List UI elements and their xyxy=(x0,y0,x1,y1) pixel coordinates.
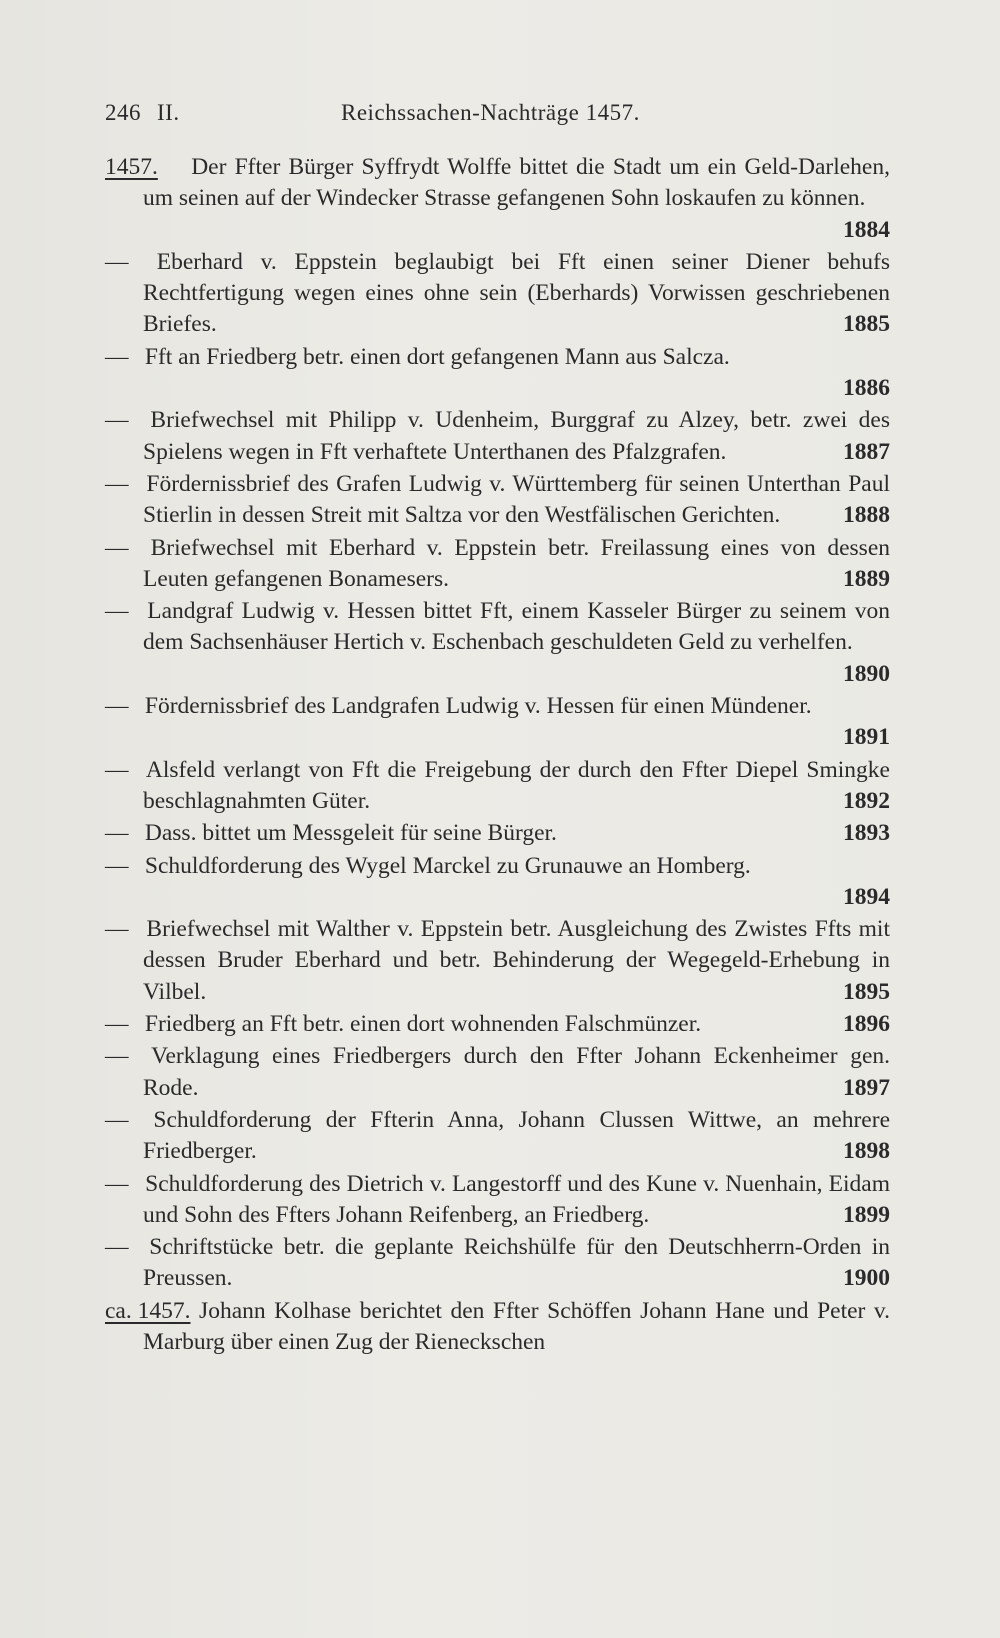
entry-dash: — xyxy=(105,1106,129,1133)
entry-dash: — xyxy=(105,1011,129,1038)
entry-dash: — xyxy=(105,1170,129,1197)
register-entry xyxy=(105,1296,890,1359)
register-entry xyxy=(105,818,890,849)
entry-number: 1896 xyxy=(843,1011,890,1038)
entry-text: Schuldforderung des Wygel Marckel zu Grunauwe an Homberg. xyxy=(144,852,751,879)
entry-number: 1892 xyxy=(843,787,890,814)
entry-text: Verklagung eines Friedbergers durch den Ffter Johann Eckenheimer gen. Rode. xyxy=(143,1043,890,1101)
entry-dash: — xyxy=(105,756,129,783)
entry-number: 1890 xyxy=(843,660,890,687)
entry-text: Briefwechsel mit Walther v. Eppstein betr. Ausgleichung des Zwistes Ffts mit dessen Bruder Eberhard und betr. Behinderung der Wegegeld-Erhebung in Vilbel. xyxy=(143,916,890,1005)
entries-list xyxy=(105,152,890,1359)
entry-year: ca. 1457. xyxy=(105,1297,191,1324)
entry-text: Der Ffter Bürger Syffrydt Wolffe bittet die Stadt um ein Geld-Darlehen, um seinen auf der Windecker Strasse gefangenen Sohn loskaufen zu können. xyxy=(143,154,890,212)
entry-dash: — xyxy=(105,407,129,434)
page-number: 246 xyxy=(105,100,141,125)
entry-year: 1457. xyxy=(105,154,158,180)
entry-number: 1885 xyxy=(843,311,890,338)
entry-text: Fördernissbrief des Landgrafen Ludwig v. Hessen für einen Mündener. xyxy=(144,693,812,720)
entry-text: Fft an Friedberg betr. einen dort gefangenen Mann aus Salcza. xyxy=(144,343,730,370)
entry-text: Dass. bittet um Messgeleit für seine Bürger. xyxy=(144,820,557,847)
entry-text: Friedberg an Fft betr. einen dort wohnenden Falschmünzer. xyxy=(144,1011,702,1038)
entry-number: 1894 xyxy=(843,883,890,910)
entry-text: Alsfeld verlangt von Fft die Freigebung der durch den Ffter Diepel Smingke beschlagnahmten Güter. xyxy=(143,756,890,814)
entry-dash: — xyxy=(105,343,129,370)
register-entry xyxy=(105,691,890,754)
register-entry xyxy=(105,914,890,1008)
entry-dash: — xyxy=(105,693,129,720)
entry-number: 1895 xyxy=(843,978,890,1005)
entry-number: 1899 xyxy=(843,1201,890,1228)
entry-text: Fördernissbrief des Grafen Ludwig v. Württemberg für seinen Unterthan Paul Stierlin in dessen Streit mit Saltza vor den Westfälischen Gerichten. xyxy=(143,470,890,529)
entry-text: Briefwechsel mit Eberhard v. Eppstein betr. Freilassung eines von dessen Leuten gefangenen Bonamesers. xyxy=(143,534,891,592)
entry-number: 1888 xyxy=(843,502,890,529)
entry-dash: — xyxy=(105,470,129,497)
entry-dash: — xyxy=(105,248,129,275)
register-entry xyxy=(105,1041,890,1104)
register-entry xyxy=(105,405,890,468)
entry-dash: — xyxy=(105,1234,129,1261)
register-entry xyxy=(105,1232,890,1295)
entry-dash: — xyxy=(105,852,129,879)
entry-dash: — xyxy=(105,534,129,561)
register-entry xyxy=(105,1105,890,1168)
entry-number: 1887 xyxy=(843,438,890,465)
register-entry xyxy=(105,1009,890,1040)
entry-number: 1893 xyxy=(843,820,890,847)
register-entry xyxy=(105,533,890,596)
entry-number: 1886 xyxy=(843,375,890,402)
register-entry xyxy=(105,1169,890,1232)
entry-number: 1884 xyxy=(843,216,890,243)
register-entry xyxy=(105,851,890,914)
register-entry xyxy=(105,342,890,405)
entry-text: Schriftstücke betr. die geplante Reichshülfe für den Deutschherrn-Orden in Preussen. xyxy=(143,1234,891,1292)
entry-dash: — xyxy=(105,820,129,847)
register-entry xyxy=(105,469,890,532)
entry-number: 1900 xyxy=(843,1265,890,1292)
part-label: II. xyxy=(157,100,180,125)
entry-text: Johann Kolhase berichtet den Ffter Schöffen Johann Hane und Peter v. Marburg über einen Zug der Rieneckschen xyxy=(143,1297,890,1355)
entry-text: Briefwechsel mit Philipp v. Udenheim, Burggraf zu Alzey, betr. zwei des Spielens wegen in Fft verhaftete Unterthanen des Pfalzgrafen. xyxy=(143,407,890,465)
register-entry xyxy=(105,755,890,818)
running-title: Reichssachen-Nachträge 1457. xyxy=(341,100,640,125)
entry-number: 1897 xyxy=(843,1074,890,1101)
entry-text: Landgraf Ludwig v. Hessen bittet Fft, einem Kasseler Bürger zu seinem von dem Sachsenhäuser Hertich v. Eschenbach geschuldeten Geld zu verhelfen. xyxy=(143,598,890,656)
entry-dash: — xyxy=(105,598,129,625)
entry-number: 1891 xyxy=(843,724,890,751)
entry-dash: — xyxy=(105,1043,129,1070)
register-entry xyxy=(105,152,890,246)
page-header xyxy=(105,100,890,134)
entry-dash: — xyxy=(105,916,129,943)
entry-number: 1898 xyxy=(843,1138,890,1165)
register-entry xyxy=(105,247,890,341)
entry-text: Schuldforderung des Dietrich v. Langestorff und des Kune v. Nuenhain, Eidam und Sohn des Ffters Johann Reifenberg, an Friedberg. xyxy=(143,1170,891,1228)
entry-text: Eberhard v. Eppstein beglaubigt bei Fft einen seiner Diener behufs Rechtfertigung wegen eines ohne sein (Eberhards) Vorwissen geschriebenen Briefes. xyxy=(143,248,891,338)
entry-text: Schuldforderung der Ffterin Anna, Johann Clussen Wittwe, an mehrere Friedberger. xyxy=(143,1106,890,1165)
register-entry xyxy=(105,596,890,690)
entry-number: 1889 xyxy=(843,565,890,592)
